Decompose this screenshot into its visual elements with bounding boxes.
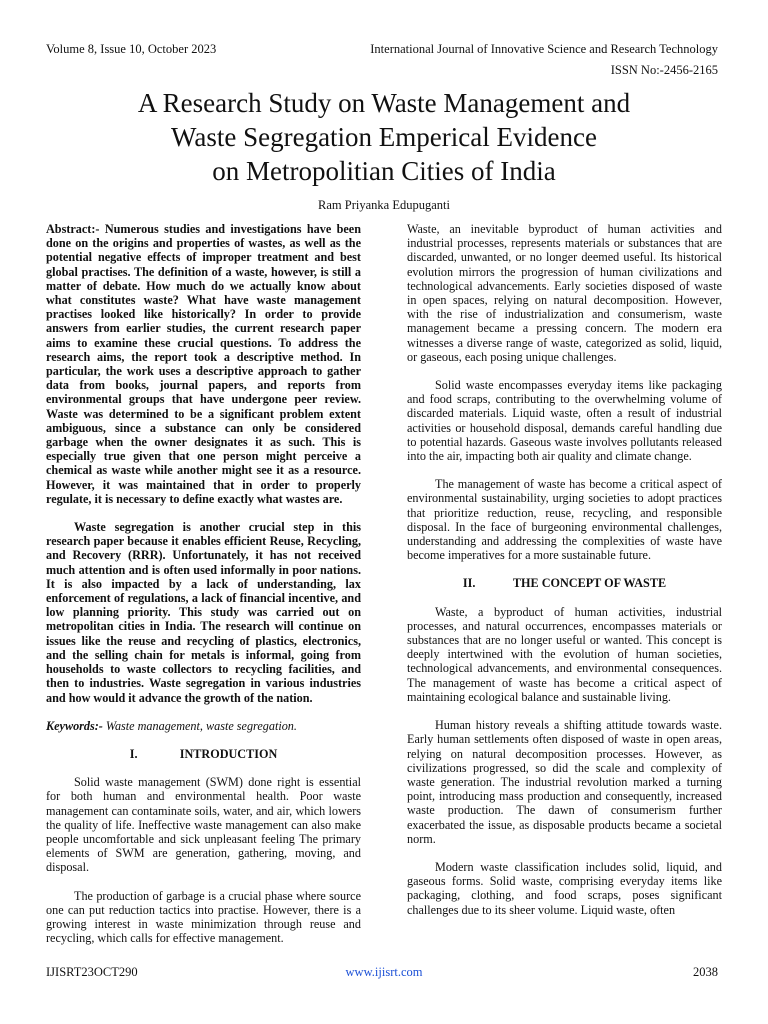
section-number: II.	[462, 576, 476, 591]
segregation-paragraph: Waste segregation is another crucial step in this research paper because it enables efficient Reuse, Recycling, and Recovery (RRR). Unfortunately, it has not received much attention and is often used informally in poor nations. It is also impacted by a lack of understanding, lax enforcement of regulations, a lack of financial incentive, and low planning priority. This study was carried out on metropolitan cities in India. The research will continue on issues like the reuse and recycling of plastics, electronics, and the selling chain for metals is informal, going from households to waste collectors to recycling facilities, and then to industries. Waste segregation in various industries and how would it advance the growth of the nation.	[46, 520, 361, 705]
volume-issue: Volume 8, Issue 10, October 2023	[46, 42, 217, 56]
body-paragraph: Modern waste classification includes solid, liquid, and gaseous forms. Solid waste, comprising everyday items like packaging, clothing, and food scraps, poses significant challenges due to its sheer volume. Liquid waste, often	[407, 859, 722, 917]
body-paragraph: Solid waste encompasses everyday items like packaging and food scraps, contributing to the overwhelming volume of discarded materials. Liquid waste, often a result of industrial activities or household disposal, demands careful handling due to potential hazards. Gaseous waste involves pollutants released into the air, impacting both air quality and climate change.	[407, 378, 722, 464]
abstract: Abstract:- Numerous studies and investigations have been done on the origins and properties of wastes, as well as the potential negative effects of improper treatment and best global practises. The definition of a waste, however, is still a matter of debate. How much do we actually know about what constitutes waste? What have waste management practises looked like historically? In order to provide answers from earlier studies, the current research paper aims to examine these crucial questions. To address the research aims, the report took a descriptive method. In particular, the work uses a descriptive approach to gather data from books, journal papers, and reports from environmental groups that have undergone peer review. Waste was determined to be a significant problem extent ambiguous, since a substance can only be considered garbage when the owner designates it as such. This is especially true given that one person might perceive a chemical as waste while another might see it as a resource. However, it was maintained that in order to properly regulate, it is necessary to define exactly what wastes are.	[46, 222, 361, 506]
intro-paragraph: Solid waste management (SWM) done right is essential for both human and environmental health. Poor waste management can contaminate soils, water, and air, which lowers the quality of life. Ineffective waste management can also make people uncomfortable and sick unpleasant feeling The primary elements of SWM are generation, gathering, moving, and disposal.	[46, 775, 361, 875]
section-heading-concept	[407, 576, 722, 590]
paper-title	[60, 86, 708, 188]
body-paragraph: Waste, an inevitable byproduct of human activities and industrial processes, represents materials or substances that are discarded, unwanted, or no longer deemed useful. Its historical evolution mirrors the progression of human civilizations and technological advancements. Early societies disposed of waste in open spaces, relying on natural decomposition. However, with the rise of industrialization and consumerism, waste management became a pressing concern. The modern era witnesses a diverse range of waste, categorized as solid, liquid, or gaseous, each posing unique challenges.	[407, 222, 722, 364]
author: Ram Priyanka Edupuganti	[318, 198, 450, 212]
section-number: I.	[129, 746, 138, 761]
body-paragraph: The management of waste has become a critical aspect of environmental sustainability, urging societies to adopt practices that prioritize reduction, reuse, recycling, and responsible disposal. In the face of burgeoning environmental challenges, understanding and addressing the complexities of waste have become imperatives for a more sustainable future.	[407, 477, 722, 563]
keywords-text: Waste management, waste segregation.	[102, 718, 297, 733]
intro-paragraph: The production of garbage is a crucial phase where source one can put reduction tactics into practise. However, there is a growing interest in waste minimization through reuse and recycling, which calls for effective management.	[46, 888, 361, 946]
keywords-label: Keywords:-	[46, 718, 103, 733]
title-line: A Research Study on Waste Management and	[137, 88, 631, 118]
body-paragraph: Waste, a byproduct of human activities, industrial processes, and natural occurrences, encompasses materials or substances that are no longer useful or wanted. This concept is deeply intertwined with the evolution of human societies, technological advancements, and environmental consequences. The management of waste has become a critical aspect of maintaining ecological balance and sustainable living.	[407, 604, 722, 704]
right-column	[407, 222, 722, 931]
left-column	[46, 222, 361, 959]
body-paragraph: Human history reveals a shifting attitude towards waste. Early human settlements often disposed of waste in open areas, relying on natural decomposition processes. However, as civilizations progressed, so did the scale and complexity of waste generation. The industrial revolution marked a turning point, introducing mass production and consequently, increased waste production. The dawn of consumerism further exacerbated the issue, as disposable products became a societal norm.	[407, 718, 722, 846]
page-number: 2038	[693, 965, 718, 979]
keywords	[46, 719, 361, 733]
section-heading-introduction	[46, 747, 361, 761]
section-title: INTRODUCTION	[179, 746, 278, 761]
journal-name: International Journal of Innovative Science and Research Technology	[370, 42, 718, 56]
paper-code: IJISRT23OCT290	[46, 965, 138, 979]
issn: ISSN No:-2456-2165	[610, 63, 718, 77]
website-link[interactable]: www.ijisrt.com	[345, 965, 423, 979]
section-title: THE CONCEPT OF WASTE	[512, 576, 667, 591]
title-line: Waste Segregation Emperical Evidence	[171, 122, 597, 152]
title-line: on Metropolitian Cities of India	[212, 156, 556, 186]
